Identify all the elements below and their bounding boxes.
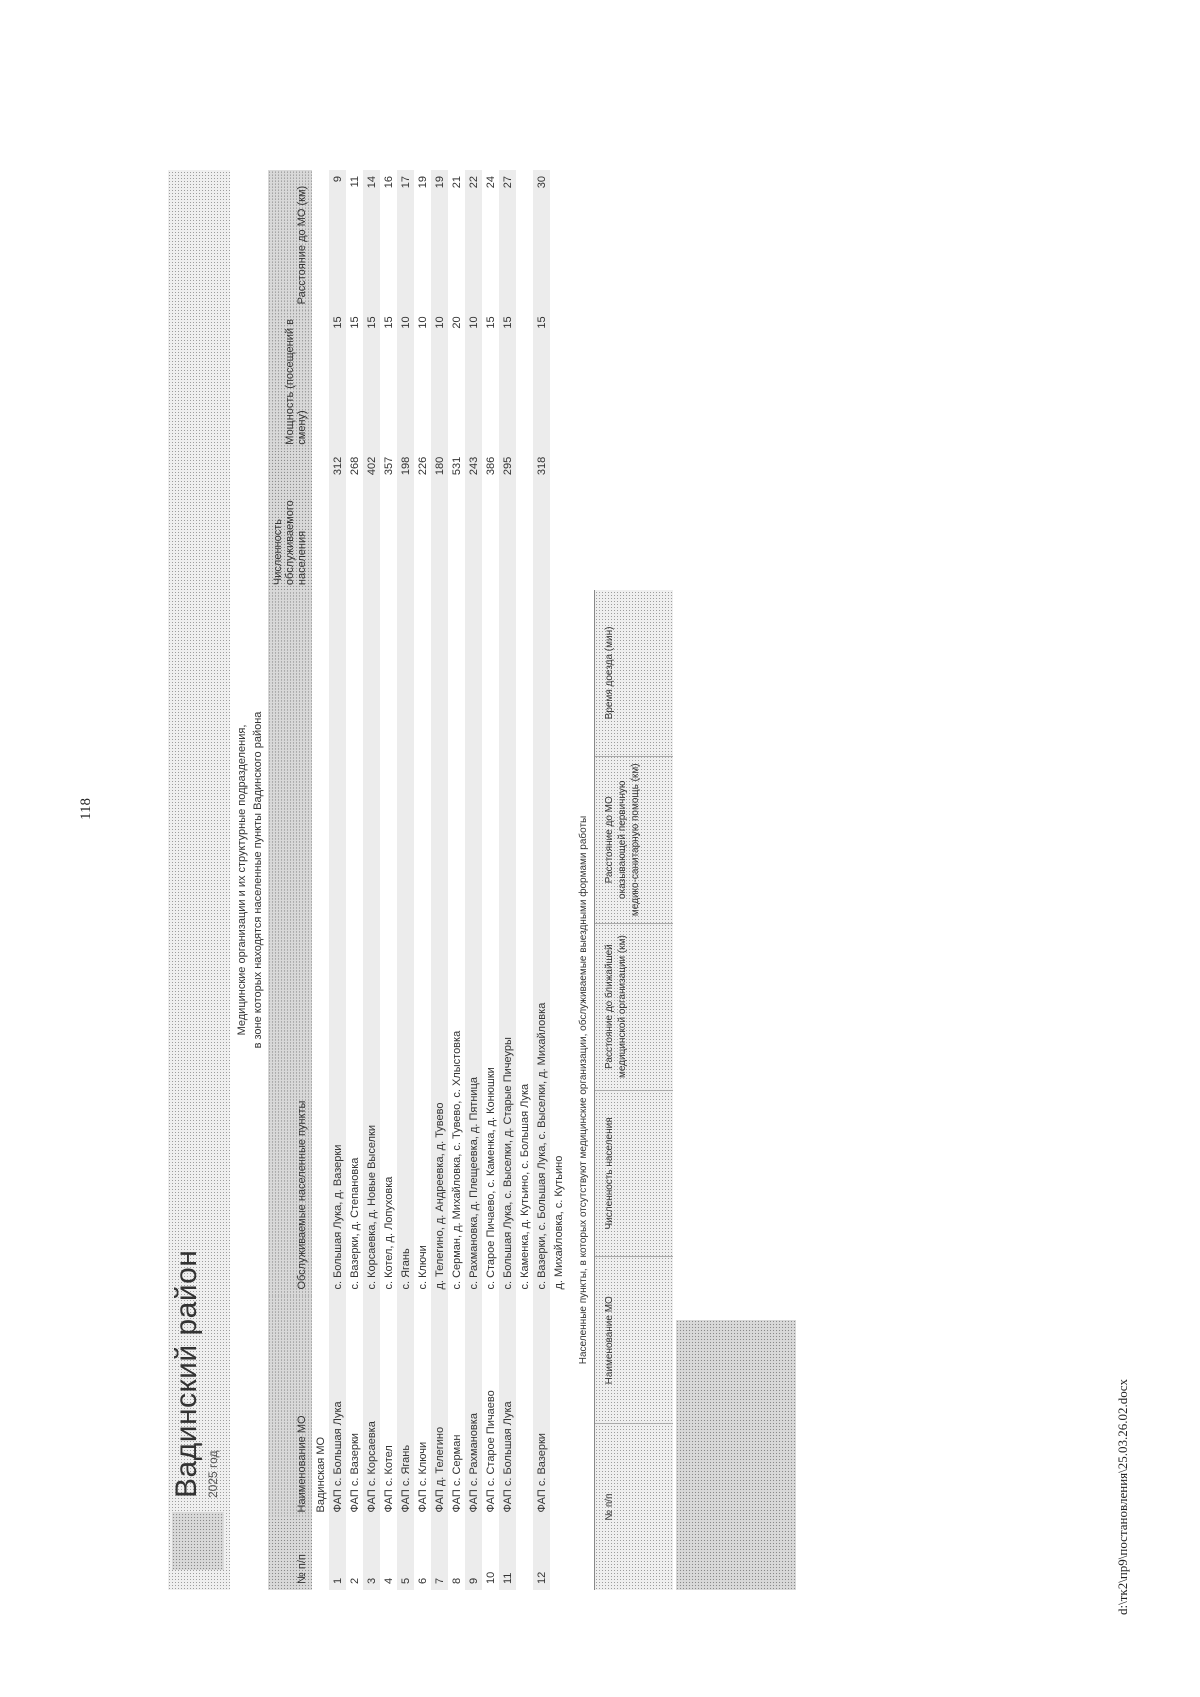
table-row: [312, 170, 329, 1590]
cell-population: [550, 451, 567, 591]
cell-distance: 30: [533, 170, 550, 310]
cell-power: [516, 310, 533, 450]
cell-power: 15: [382, 316, 395, 329]
header-population: Численность обслуживаемого населения: [272, 500, 308, 586]
cell-population: 357: [382, 456, 395, 476]
cell-power: 15: [499, 310, 516, 450]
cell-num: 11: [499, 1518, 516, 1590]
cell-points: д. Михайловка, с. Кутьино: [552, 1155, 565, 1290]
cell-power: 10: [465, 310, 482, 450]
cell-population: 531: [450, 456, 463, 476]
cell-num: 5: [397, 1518, 414, 1590]
cell-name: ФАП с. Большая Лука: [499, 1296, 516, 1519]
cell-population: 198: [397, 451, 414, 591]
cell-num: [516, 1518, 533, 1590]
cell-distance: 17: [397, 170, 414, 310]
cell-distance: 11: [348, 176, 361, 188]
district-emblem-icon: [172, 1512, 224, 1570]
caption-line-1: Медицинские организации и их структурные подразделения,: [236, 724, 248, 1036]
table-row: [380, 170, 397, 1590]
cell-distance: [550, 170, 567, 310]
cell-name: ФАП с. Вазерки: [533, 1296, 550, 1519]
stamp-block: [676, 1320, 796, 1590]
cell-name: [516, 1296, 533, 1519]
cell-distance: 19: [416, 176, 429, 189]
cell-distance: 14: [363, 170, 380, 310]
header-power: Мощность (посещений в смену): [284, 319, 308, 445]
cell-num: 9: [465, 1518, 482, 1590]
section2-cell: Наименование МО: [595, 1257, 673, 1424]
caption-line-2: в зоне которых находятся населенные пункты Вадинского района: [252, 711, 264, 1049]
cell-name: ФАП с. Старое Пичаево: [484, 1390, 497, 1513]
cell-points: с. Серман, д. Михайловка, с. Тувево, с. Хлыстовка: [450, 1030, 463, 1290]
cell-power: [550, 310, 567, 450]
cell-name: ФАП с. Серман: [450, 1434, 463, 1513]
table-caption: [234, 530, 266, 1230]
cell-points: с. Большая Лука, с. Выселки, д. Старые Пичеуры: [499, 591, 516, 1295]
cell-population: 402: [363, 451, 380, 591]
table-row: [482, 170, 499, 1590]
cell-points: с. Корсаевка, д. Новые Выселки: [363, 591, 380, 1295]
cell-distance: 27: [499, 170, 516, 310]
header-num: № п/п: [296, 1554, 308, 1584]
cell-population: 180: [431, 451, 448, 591]
district-title: Вадинский район: [170, 1249, 203, 1498]
section2-cell: Численность населения: [595, 1091, 673, 1258]
file-path: d:\тк2\пр9\постановления\25.03.26.02.docx: [1115, 1378, 1130, 1615]
cell-points: с. Котел, д. Лопуховка: [382, 1176, 395, 1290]
section2-cell: Расстояние до ближайшей медицинской организации (км): [595, 924, 673, 1091]
table-header: [268, 170, 312, 1590]
cell-num: 8: [450, 1577, 463, 1584]
cell-population: [516, 451, 533, 591]
cell-population: 318: [533, 451, 550, 591]
table-row: [346, 170, 363, 1590]
cell-num: 3: [363, 1518, 380, 1590]
cell-num: 12: [533, 1518, 550, 1590]
cell-num: [312, 1518, 329, 1590]
cell-distance: 16: [382, 176, 395, 189]
cell-num: 6: [416, 1577, 429, 1584]
cell-power: 15: [329, 310, 346, 450]
cell-population: 295: [499, 451, 516, 591]
cell-name: ФАП с. Вазерки: [348, 1433, 361, 1513]
cell-name: ФАП с. Ключи: [416, 1441, 429, 1513]
cell-points: [312, 591, 329, 1295]
table-row: [397, 170, 414, 1590]
cell-distance: [312, 170, 329, 310]
cell-name: Вадинская МО: [314, 1436, 327, 1513]
cell-power: 20: [450, 316, 463, 329]
cell-distance: 21: [450, 176, 463, 189]
table-body: [312, 170, 567, 1590]
cell-name: ФАП с. Ягань: [397, 1296, 414, 1519]
cell-power: 15: [484, 316, 497, 329]
table-row: [533, 170, 550, 1590]
cell-power: [312, 310, 329, 450]
cell-name: ФАП с. Корсаевка: [363, 1296, 380, 1519]
cell-power: 15: [348, 316, 361, 329]
cell-power: 10: [397, 310, 414, 450]
section2-cell: № п/п: [604, 1493, 615, 1521]
page-number: 118: [78, 798, 94, 820]
cell-num: 10: [484, 1571, 497, 1584]
section2-cell: Время доезда (мин): [595, 590, 673, 757]
table-row: [516, 170, 533, 1590]
cell-population: 226: [416, 456, 429, 476]
cell-points: с. Ключи: [416, 1245, 429, 1290]
cell-name: [550, 1296, 567, 1519]
cell-distance: [516, 170, 533, 310]
section2-cell: Расстояние до МО оказывающей первичную медико-санитарную помощь (км): [595, 757, 673, 924]
table-row: [414, 170, 431, 1590]
district-subtitle: 2025 год: [206, 1450, 220, 1498]
cell-name: ФАП с. Большая Лука: [329, 1296, 346, 1519]
table-row: [431, 170, 448, 1590]
cell-points: с. Старое Пичаево, с. Каменка, д. Конюшки: [484, 1067, 497, 1290]
cell-population: [312, 451, 329, 591]
cell-population: 386: [484, 456, 497, 476]
section2-header: [594, 590, 673, 1590]
table-row: [550, 170, 567, 1590]
cell-power: 15: [533, 310, 550, 450]
cell-num: [550, 1518, 567, 1590]
cell-distance: 22: [465, 170, 482, 310]
table-row: [363, 170, 380, 1590]
cell-points: с. Вазерки, с. Большая Лука, с. Выселки, д. Михайловка: [533, 591, 550, 1295]
cell-population: 243: [465, 451, 482, 591]
cell-name: ФАП д. Телегино: [431, 1296, 448, 1519]
scanned-table-page: [168, 170, 768, 1590]
cell-num: 1: [329, 1518, 346, 1590]
cell-points: д. Телегино, д. Андреевка, д. Тувево: [431, 591, 448, 1295]
cell-population: 312: [329, 451, 346, 591]
table-row: [448, 170, 465, 1590]
facilities-table: [268, 170, 567, 1590]
table-row: [499, 170, 516, 1590]
header-points: Обслуживаемые населенные пункты: [296, 1100, 308, 1290]
cell-points: с. Большая Лука, д. Вазерки: [329, 591, 346, 1295]
cell-points: с. Рахмановка, д. Плещеевка, д. Пятница: [465, 591, 482, 1295]
cell-population: 268: [348, 456, 361, 476]
cell-points: с. Вазерки, д. Степановка: [348, 1157, 361, 1290]
cell-power: 15: [363, 310, 380, 450]
header-name: Наименование МО: [296, 1415, 308, 1513]
cell-distance: 24: [484, 176, 497, 189]
cell-distance: 9: [329, 170, 346, 310]
header-distance: Расстояние до МО (км): [296, 185, 308, 305]
cell-power: 10: [431, 310, 448, 450]
table-row: [329, 170, 346, 1590]
cell-points: с. Каменка, д. Кутьино, с. Большая Лука: [518, 1083, 531, 1290]
cell-distance: 19: [431, 170, 448, 310]
cell-num: 2: [348, 1577, 361, 1584]
cell-points: с. Ягань: [397, 591, 414, 1295]
section2-caption: Населенные пункты, в которых отсутствуют медицинские организации, обслуживаемые выездными формами работы: [578, 815, 589, 1365]
cell-num: 7: [431, 1518, 448, 1590]
cell-name: ФАП с. Рахмановка: [465, 1296, 482, 1519]
cell-name: ФАП с. Котел: [382, 1445, 395, 1513]
cell-num: 4: [382, 1577, 395, 1584]
cell-power: 10: [416, 316, 429, 329]
table-row: [465, 170, 482, 1590]
